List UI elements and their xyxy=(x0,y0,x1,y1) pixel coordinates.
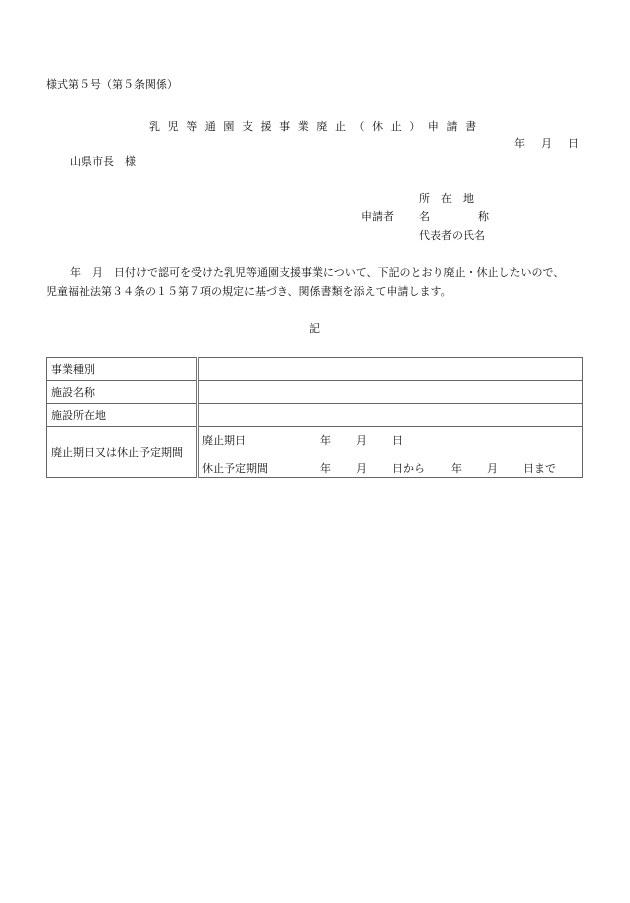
suspend-label: 休止予定期間 xyxy=(202,462,268,475)
title-char: 業 xyxy=(297,120,309,133)
title-char: 止 xyxy=(334,120,346,133)
representative-label: 代表者の氏名 xyxy=(419,229,485,242)
title-char: 通 xyxy=(204,120,216,133)
row-label: 施設所在地 xyxy=(47,404,198,427)
row-label: 施設名称 xyxy=(47,381,198,404)
title-char: 等 xyxy=(186,120,198,133)
ki-heading: 記 xyxy=(309,322,320,335)
name-label-2: 称 xyxy=(478,210,489,223)
suspend-from: 日から xyxy=(392,462,425,475)
facility-address-field[interactable] xyxy=(198,404,583,427)
suspend-year: 年 xyxy=(320,462,331,475)
suspend-year-2: 年 xyxy=(451,462,462,475)
abolish-label: 廃止期日 xyxy=(202,434,246,447)
title-char: 止 xyxy=(390,120,402,133)
date-day: 日 xyxy=(568,137,579,150)
title-char: 休 xyxy=(372,120,384,133)
title-char: （ xyxy=(353,120,365,133)
title-char: 請 xyxy=(446,120,458,133)
title-char: 書 xyxy=(465,120,477,133)
table-row xyxy=(47,404,583,427)
addressee: 山県市長 様 xyxy=(70,155,136,168)
body-line-1: 年 月 日付けで認可を受けた乳児等通園支援事業について、下記のとおり廃止・休止したいので、 xyxy=(70,266,565,279)
title-char: 児 xyxy=(167,120,179,133)
table-row xyxy=(47,381,583,404)
abolish-month: 月 xyxy=(356,434,367,447)
date-month: 月 xyxy=(541,137,552,150)
applicant-label: 申請者 xyxy=(361,210,394,223)
title-char: 園 xyxy=(223,120,235,133)
table-row xyxy=(47,358,583,381)
date-line xyxy=(514,137,579,151)
date-year: 年 xyxy=(514,137,525,150)
address-label: 所 在 地 xyxy=(419,192,474,205)
abolish-year: 年 xyxy=(320,434,331,447)
title-char: ） xyxy=(409,120,421,133)
title-char: 支 xyxy=(241,120,253,133)
title-char: 援 xyxy=(260,120,272,133)
row-label: 事業種別 xyxy=(47,358,198,381)
suspend-month: 月 xyxy=(356,462,367,475)
body-line-2: 児童福祉法第３４条の１５第７項の規定に基づき、関係書類を添えて申請します。 xyxy=(46,285,452,298)
title-char: 乳 xyxy=(149,120,160,133)
row-label: 廃止期日又は休止予定期間 xyxy=(47,427,198,478)
facility-name-field[interactable] xyxy=(198,381,583,404)
title-char: 申 xyxy=(427,120,439,133)
business-type-field[interactable] xyxy=(198,358,583,381)
title-char: 廃 xyxy=(316,120,328,133)
application-table xyxy=(46,357,583,478)
suspend-month-2: 月 xyxy=(487,462,498,475)
form-number: 様式第５号（第５条関係） xyxy=(46,78,178,91)
abolish-day: 日 xyxy=(392,434,403,447)
title-char: 事 xyxy=(279,120,291,133)
document-title xyxy=(149,120,484,134)
suspend-to: 日まで xyxy=(523,462,556,475)
table-row xyxy=(47,427,583,478)
name-label-1: 名 xyxy=(419,210,430,223)
period-field[interactable] xyxy=(198,427,583,478)
